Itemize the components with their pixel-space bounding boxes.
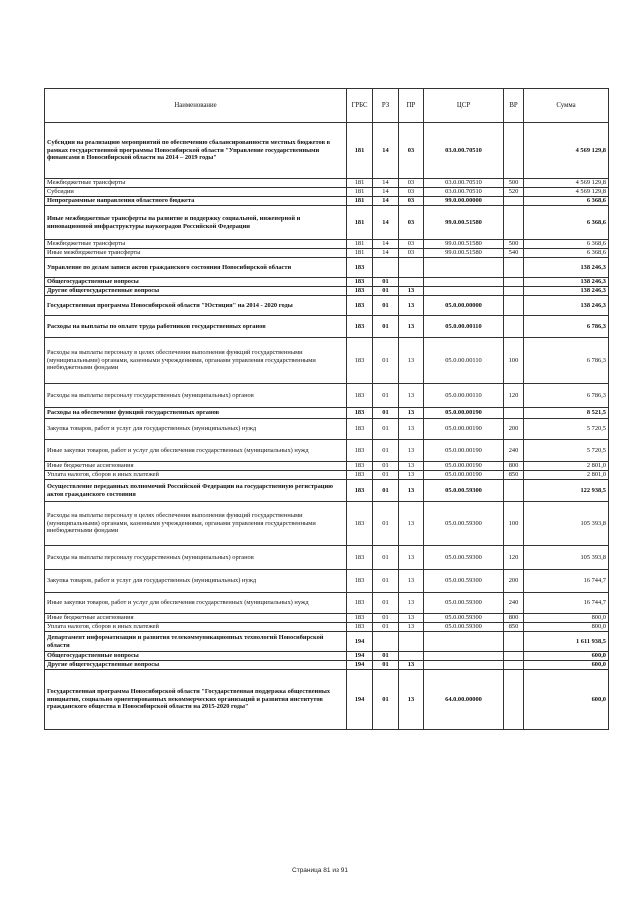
- cell-sum: 600,0: [524, 661, 609, 670]
- cell-sum: 8 521,5: [524, 408, 609, 419]
- cell-rz: 01: [373, 278, 399, 287]
- cell-rz: 01: [373, 661, 399, 670]
- cell-name: Расходы на выплаты персоналу в целях обеспечения выполнения функций государственными (муниципальными) органами, казенными учреждениями, органами управления государственными внебюджетными фондами: [45, 338, 347, 384]
- table-row: [45, 652, 609, 661]
- cell-sum: 6 368,6: [524, 197, 609, 206]
- cell-vr: 240: [504, 593, 524, 614]
- cell-pr: 13: [399, 623, 424, 632]
- cell-pr: 13: [399, 287, 424, 296]
- table-row: [45, 593, 609, 614]
- table-row: [45, 661, 609, 670]
- table-row: [45, 206, 609, 240]
- cell-rz: 01: [373, 462, 399, 471]
- table-row: [45, 384, 609, 408]
- cell-csr: 05.0.00.59300: [424, 570, 504, 593]
- cell-rz: 14: [373, 206, 399, 240]
- cell-pr: [399, 632, 424, 652]
- cell-pr: 13: [399, 462, 424, 471]
- table-row: [45, 546, 609, 570]
- cell-grbs: 183: [347, 570, 373, 593]
- cell-name: Уплата налогов, сборов и иных платежей: [45, 623, 347, 632]
- cell-sum: 105 393,8: [524, 546, 609, 570]
- cell-grbs: 183: [347, 419, 373, 440]
- cell-rz: 01: [373, 652, 399, 661]
- table-row: [45, 249, 609, 258]
- cell-rz: 01: [373, 593, 399, 614]
- header-name: Наименование: [45, 89, 347, 123]
- cell-sum: 122 938,5: [524, 480, 609, 502]
- cell-sum: 800,0: [524, 623, 609, 632]
- cell-vr: 850: [504, 623, 524, 632]
- cell-pr: 13: [399, 614, 424, 623]
- cell-pr: 13: [399, 593, 424, 614]
- cell-pr: 13: [399, 296, 424, 316]
- cell-grbs: 183: [347, 287, 373, 296]
- cell-pr: 13: [399, 570, 424, 593]
- cell-name: Осуществление переданных полномочий Российской Федерации на государственную регистрацию актов гражданского состояния: [45, 480, 347, 502]
- cell-vr: [504, 652, 524, 661]
- cell-pr: 03: [399, 240, 424, 249]
- cell-pr: [399, 278, 424, 287]
- cell-vr: [504, 480, 524, 502]
- cell-grbs: 183: [347, 471, 373, 480]
- cell-pr: 03: [399, 123, 424, 179]
- cell-name: Субсидии на реализацию мероприятий по обеспечению сбалансированности местных бюджетов в рамках государственной программы Новосибирской области "Управление государственными финансами в Новосибирской области на 2014 – 2019 годы": [45, 123, 347, 179]
- table-row: [45, 296, 609, 316]
- cell-vr: 100: [504, 338, 524, 384]
- cell-vr: 800: [504, 462, 524, 471]
- cell-pr: 03: [399, 179, 424, 188]
- cell-csr: 05.0.00.00110: [424, 316, 504, 338]
- cell-csr: 05.0.00.59300: [424, 614, 504, 623]
- cell-sum: 1 611 938,5: [524, 632, 609, 652]
- cell-vr: 850: [504, 471, 524, 480]
- cell-csr: 99.0.00.51580: [424, 240, 504, 249]
- cell-name: Иные межбюджетные трансферты на развитие и поддержку социальной, инженерной и инновационной инфраструктуры наукоградов Российской Федерации: [45, 206, 347, 240]
- cell-grbs: 181: [347, 206, 373, 240]
- cell-grbs: 181: [347, 249, 373, 258]
- cell-pr: 13: [399, 316, 424, 338]
- cell-vr: [504, 296, 524, 316]
- cell-name: Другие общегосударственные вопросы: [45, 661, 347, 670]
- cell-rz: 01: [373, 384, 399, 408]
- cell-rz: 01: [373, 502, 399, 546]
- cell-grbs: 183: [347, 593, 373, 614]
- cell-sum: 138 246,3: [524, 287, 609, 296]
- cell-name: Закупка товаров, работ и услуг для государственных (муниципальных) нужд: [45, 419, 347, 440]
- cell-vr: 120: [504, 546, 524, 570]
- cell-vr: 200: [504, 419, 524, 440]
- cell-csr: 05.0.00.59300: [424, 593, 504, 614]
- table-row: [45, 502, 609, 546]
- cell-name: Департамент информатизации и развития телекоммуникационных технологий Новосибирской области: [45, 632, 347, 652]
- cell-sum: 138 246,3: [524, 296, 609, 316]
- cell-grbs: 183: [347, 462, 373, 471]
- cell-pr: 13: [399, 471, 424, 480]
- cell-rz: 14: [373, 179, 399, 188]
- cell-vr: 500: [504, 240, 524, 249]
- table-row: [45, 278, 609, 287]
- cell-vr: 500: [504, 179, 524, 188]
- cell-vr: 120: [504, 384, 524, 408]
- cell-vr: [504, 206, 524, 240]
- cell-csr: [424, 632, 504, 652]
- cell-csr: 05.0.00.59300: [424, 623, 504, 632]
- cell-name: Уплата налогов, сборов и иных платежей: [45, 471, 347, 480]
- header-sum: Сумма: [524, 89, 609, 123]
- cell-name: Расходы на выплаты персоналу государственных (муниципальных) органов: [45, 384, 347, 408]
- cell-name: Общегосударственные вопросы: [45, 278, 347, 287]
- cell-grbs: 183: [347, 316, 373, 338]
- cell-name: Закупка товаров, работ и услуг для государственных (муниципальных) нужд: [45, 570, 347, 593]
- cell-csr: 03.0.00.70510: [424, 188, 504, 197]
- cell-name: Расходы на выплаты персоналу государственных (муниципальных) органов: [45, 546, 347, 570]
- cell-rz: 01: [373, 546, 399, 570]
- cell-name: Субсидии: [45, 188, 347, 197]
- cell-pr: 13: [399, 384, 424, 408]
- cell-grbs: 194: [347, 632, 373, 652]
- cell-grbs: 183: [347, 258, 373, 278]
- cell-csr: 05.0.00.00190: [424, 408, 504, 419]
- cell-name: Расходы на обеспечение функций государственных органов: [45, 408, 347, 419]
- cell-vr: [504, 258, 524, 278]
- cell-sum: 5 720,5: [524, 419, 609, 440]
- cell-name: Иные бюджетные ассигнования: [45, 462, 347, 471]
- cell-grbs: 183: [347, 384, 373, 408]
- budget-table: [44, 88, 609, 730]
- cell-grbs: 194: [347, 670, 373, 730]
- cell-pr: 13: [399, 670, 424, 730]
- cell-rz: 01: [373, 338, 399, 384]
- cell-csr: 05.0.00.00110: [424, 338, 504, 384]
- cell-sum: 6 368,6: [524, 206, 609, 240]
- cell-grbs: 194: [347, 661, 373, 670]
- cell-csr: 05.0.00.59300: [424, 546, 504, 570]
- cell-name: Межбюджетные трансферты: [45, 240, 347, 249]
- header-csr: ЦСР: [424, 89, 504, 123]
- cell-name: Общегосударственные вопросы: [45, 652, 347, 661]
- cell-csr: 05.0.00.00000: [424, 296, 504, 316]
- cell-rz: 14: [373, 249, 399, 258]
- cell-name: Межбюджетные трансферты: [45, 179, 347, 188]
- cell-grbs: 183: [347, 278, 373, 287]
- table-row: [45, 632, 609, 652]
- cell-vr: 200: [504, 570, 524, 593]
- cell-pr: 13: [399, 480, 424, 502]
- cell-name: Другие общегосударственные вопросы: [45, 287, 347, 296]
- cell-sum: 4 569 129,8: [524, 179, 609, 188]
- cell-sum: 105 393,8: [524, 502, 609, 546]
- table-row: [45, 316, 609, 338]
- cell-vr: [504, 316, 524, 338]
- cell-sum: 16 744,7: [524, 570, 609, 593]
- cell-pr: 13: [399, 408, 424, 419]
- cell-pr: 03: [399, 188, 424, 197]
- cell-grbs: 183: [347, 480, 373, 502]
- header-grbs: ГРБС: [347, 89, 373, 123]
- cell-csr: 05.0.00.00190: [424, 462, 504, 471]
- cell-sum: 600,0: [524, 652, 609, 661]
- cell-name: Иные закупки товаров, работ и услуг для обеспечения государственных (муниципальных) нужд: [45, 593, 347, 614]
- cell-vr: 100: [504, 502, 524, 546]
- cell-vr: [504, 278, 524, 287]
- cell-name: Управление по делам записи актов гражданского состояния Новосибирской области: [45, 258, 347, 278]
- cell-rz: 01: [373, 570, 399, 593]
- cell-sum: 6 786,3: [524, 316, 609, 338]
- cell-grbs: 183: [347, 338, 373, 384]
- table-row: [45, 258, 609, 278]
- cell-rz: 01: [373, 287, 399, 296]
- table-row: [45, 338, 609, 384]
- cell-pr: 13: [399, 661, 424, 670]
- cell-grbs: 183: [347, 296, 373, 316]
- table-row: [45, 480, 609, 502]
- cell-sum: 6 368,6: [524, 240, 609, 249]
- cell-csr: 99.0.00.00000: [424, 197, 504, 206]
- cell-csr: [424, 287, 504, 296]
- cell-name: Иные закупки товаров, работ и услуг для обеспечения государственных (муниципальных) нужд: [45, 440, 347, 462]
- cell-csr: 05.0.00.59300: [424, 480, 504, 502]
- cell-pr: 03: [399, 206, 424, 240]
- cell-sum: 16 744,7: [524, 593, 609, 614]
- cell-csr: 05.0.00.00190: [424, 471, 504, 480]
- cell-vr: 800: [504, 614, 524, 623]
- cell-name: Расходы на выплаты по оплате труда работников государственных органов: [45, 316, 347, 338]
- cell-csr: 05.0.00.59300: [424, 502, 504, 546]
- cell-grbs: 183: [347, 546, 373, 570]
- cell-vr: [504, 632, 524, 652]
- cell-vr: [504, 661, 524, 670]
- cell-pr: 13: [399, 338, 424, 384]
- cell-csr: 05.0.00.00190: [424, 419, 504, 440]
- table-row: [45, 408, 609, 419]
- cell-pr: 13: [399, 502, 424, 546]
- cell-csr: 99.0.00.51580: [424, 249, 504, 258]
- page-number: Страница 81 из 91: [292, 867, 348, 874]
- cell-csr: 64.0.00.00000: [424, 670, 504, 730]
- cell-name: Государственная программа Новосибирской области "Государственная поддержка общественных инициатив, социально ориентированных некоммерческих организаций и развития институтов гражданского общества в Новосибирской области на 2015-2020 годы": [45, 670, 347, 730]
- table-row: [45, 440, 609, 462]
- table-row: [45, 123, 609, 179]
- cell-sum: 4 569 129,8: [524, 123, 609, 179]
- table-row: [45, 240, 609, 249]
- cell-vr: [504, 123, 524, 179]
- cell-pr: 13: [399, 546, 424, 570]
- cell-name: Государственная программа Новосибирской области "Юстиция" на 2014 - 2020 годы: [45, 296, 347, 316]
- cell-grbs: 194: [347, 652, 373, 661]
- cell-rz: 01: [373, 316, 399, 338]
- cell-grbs: 181: [347, 188, 373, 197]
- cell-rz: [373, 632, 399, 652]
- cell-rz: 01: [373, 670, 399, 730]
- cell-name: Расходы на выплаты персоналу в целях обеспечения выполнения функций государственными (муниципальными) органами, казенными учреждениями, органами управления государственными внебюджетными фондами: [45, 502, 347, 546]
- cell-sum: 2 801,0: [524, 462, 609, 471]
- table-body: [45, 123, 609, 730]
- cell-rz: 01: [373, 419, 399, 440]
- table-row: [45, 419, 609, 440]
- cell-rz: 01: [373, 480, 399, 502]
- cell-grbs: 183: [347, 502, 373, 546]
- header-vr: ВР: [504, 89, 524, 123]
- cell-rz: 01: [373, 296, 399, 316]
- table-row: [45, 670, 609, 730]
- cell-csr: 99.0.00.51580: [424, 206, 504, 240]
- table-row: [45, 179, 609, 188]
- cell-sum: 6 786,3: [524, 338, 609, 384]
- cell-rz: 14: [373, 123, 399, 179]
- table-row: [45, 614, 609, 623]
- cell-pr: [399, 652, 424, 661]
- cell-vr: 540: [504, 249, 524, 258]
- cell-grbs: 183: [347, 614, 373, 623]
- cell-vr: [504, 197, 524, 206]
- cell-sum: 138 246,3: [524, 258, 609, 278]
- cell-pr: 03: [399, 197, 424, 206]
- table-row: [45, 197, 609, 206]
- table-row: [45, 462, 609, 471]
- cell-vr: 240: [504, 440, 524, 462]
- cell-name: Иные бюджетные ассигнования: [45, 614, 347, 623]
- cell-sum: 800,0: [524, 614, 609, 623]
- cell-rz: 01: [373, 471, 399, 480]
- cell-rz: 14: [373, 197, 399, 206]
- cell-csr: [424, 661, 504, 670]
- cell-name: Иные межбюджетные трансферты: [45, 249, 347, 258]
- header-pr: ПР: [399, 89, 424, 123]
- cell-vr: [504, 670, 524, 730]
- table-row: [45, 188, 609, 197]
- cell-sum: 4 569 129,8: [524, 188, 609, 197]
- cell-sum: 138 246,3: [524, 278, 609, 287]
- cell-pr: [399, 258, 424, 278]
- cell-csr: 05.0.00.00190: [424, 440, 504, 462]
- cell-pr: 03: [399, 249, 424, 258]
- cell-grbs: 183: [347, 623, 373, 632]
- cell-rz: [373, 258, 399, 278]
- cell-rz: 01: [373, 623, 399, 632]
- cell-csr: [424, 258, 504, 278]
- cell-rz: 01: [373, 408, 399, 419]
- cell-csr: [424, 652, 504, 661]
- cell-grbs: 181: [347, 240, 373, 249]
- cell-sum: 6 786,3: [524, 384, 609, 408]
- table-row: [45, 287, 609, 296]
- cell-pr: 13: [399, 440, 424, 462]
- table-row: [45, 570, 609, 593]
- cell-csr: 03.0.00.70510: [424, 123, 504, 179]
- cell-rz: 01: [373, 440, 399, 462]
- cell-csr: [424, 278, 504, 287]
- cell-rz: 01: [373, 614, 399, 623]
- cell-grbs: 181: [347, 197, 373, 206]
- cell-grbs: 183: [347, 440, 373, 462]
- cell-vr: 520: [504, 188, 524, 197]
- table-row: [45, 471, 609, 480]
- cell-pr: 13: [399, 419, 424, 440]
- cell-vr: [504, 408, 524, 419]
- cell-csr: 05.0.00.00110: [424, 384, 504, 408]
- table-row: [45, 623, 609, 632]
- cell-grbs: 181: [347, 123, 373, 179]
- cell-sum: 5 720,5: [524, 440, 609, 462]
- cell-grbs: 183: [347, 408, 373, 419]
- cell-rz: 14: [373, 240, 399, 249]
- table-header-row: [45, 89, 609, 123]
- header-rz: РЗ: [373, 89, 399, 123]
- cell-name: Непрограммные направления областного бюджета: [45, 197, 347, 206]
- cell-grbs: 181: [347, 179, 373, 188]
- cell-rz: 14: [373, 188, 399, 197]
- cell-sum: 600,0: [524, 670, 609, 730]
- cell-sum: 6 368,6: [524, 249, 609, 258]
- cell-vr: [504, 287, 524, 296]
- cell-csr: 03.0.00.70510: [424, 179, 504, 188]
- cell-sum: 2 801,0: [524, 471, 609, 480]
